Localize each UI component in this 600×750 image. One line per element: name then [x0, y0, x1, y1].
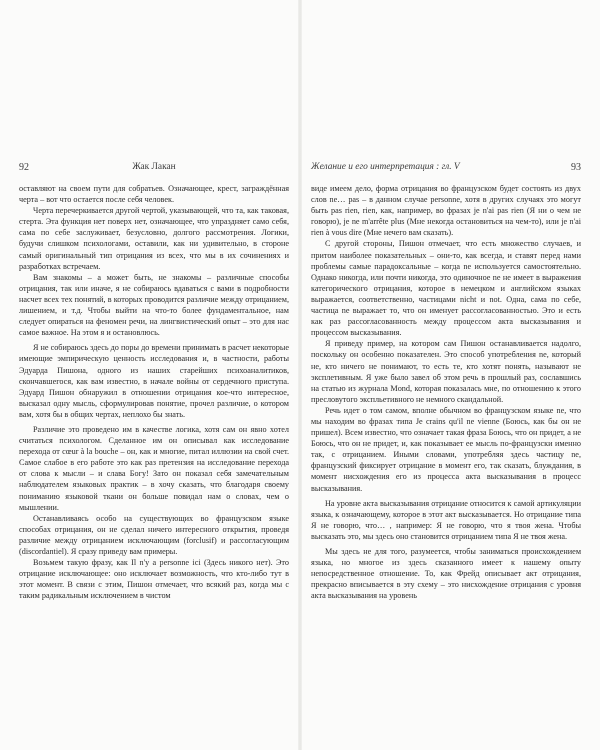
running-title: Жак Лакан	[132, 162, 176, 172]
paragraph: Я приведу пример, на котором сам Пишон останавливается надолго, поскольку он особенно показателен. Это способ употребления ne, который не, кто ничего не понимают, то есть те, кто хотят понять, называют не эксплетивным. Я уже было завел об этом речь в прошлый раз, сославшись на статью из журнала Mond, которая показалась мне, по отношению к этого пресловутого экспльетивного не немного скандальной.	[311, 339, 581, 404]
paragraph: оставляют на своем пути для собратьев. Означающее, крест, заграждённая черта – вот что остается после себя человек.	[19, 184, 289, 205]
running-title: Желание и его интерпретация : гл. V	[311, 162, 460, 172]
paragraph: Возьмем такую фразу, как Il n'y a personne ici (Здесь никого нет). Это отрицание исключающее: оно исключает возможность, что кто-либо тут в этот момент. В связи с этим, Пишон отмечает, что всякий раз, когда мы с таким радикальным исключением в чистом	[19, 558, 289, 601]
paragraph: Я не собираюсь здесь до поры до времени принимать в расчет некоторые имеющие эмпирическую ценность исследования и, в частности, работы Эдуарда Пишона, одного из наших старейших психоаналитиков, скончавшегося, как вам известно, в начале войны от сердечного приступа. Эдуард Пишон обнаружил в отношении отрицания кое-что интересное, высказал одну мысль, сформулировав понятие, прочел различие, о котором вам, хотя бы в общих чертах, неплохо бы знать.	[19, 343, 289, 419]
paragraph: С другой стороны, Пишон отмечает, что есть множество случаев, и притом наиболее показательных – они-то, как всегда, и ставят перед нами проблемы самые парадоксальные – когда ne используется самостоятельно. Однако никогда, или почти никогда, это одиночное ne не имеет в выражения категорического отрицания, которое в немецком и английском языках выражается, соответственно, частицами nicht и not. Одна, сама по себе, частица ne выражает то, что он именует рассогласованностью. Это и есть как раз рассогласованность между процессом акта высказывания и процессом высказывания.	[311, 239, 581, 338]
paragraph: Вам знакомы – а может быть, не знакомы – различные способы отрицания, так или иначе, я не собираюсь вдаваться с вами в подробности насчет всех тех понятий, в которых проводится различие между отрицанием, лишением, и т.д. Чтобы выйти на что-то более фундаментальное, нам следует опираться на феномен речи, на лингвистический опыт – это для нас самое важное. На этом я и остановлюсь.	[19, 272, 289, 338]
paragraph: виде имеем дело, форма отрицания во французском будет состоять из двух слов ne… pas – в данном случае personne, хотя в других случаях это могут быть pas rien, rien, как, например, во фразах je n'ai pas rien (Я ни о чем не говорю), je ne m'arrête plus (Мне некогда остановиться на чем-то), или je n'ai rien à vous dire (Мне нечего вам сказать).	[311, 184, 581, 238]
paragraph: Различие это проведено им в качестве логика, хотя сам он явно хотел считаться психологом. Сделанное им он описывал как исследование перехода от cœur à la bouche – он, как и многие, питал иллюзии на свой счет. Самое слабое в его работе это как раз претензия на исследование перехода от слова к мысли – и слава Богу! Зато он показал себя замечательным наблюдателем языковых практик – в хочу сказать, что благодаря своему пониманию языковой ткани он больше повидал нам о словах, чем о мышлении.	[19, 424, 289, 512]
book-gutter	[298, 0, 302, 750]
paragraph: Черта перечеркивается другой чертой, указывающей, что та, как таковая, стерта. Эта функция нет поверх нет, означающее, что упраздняет само себя, сама по себе заслуживает, безусловно, долгого рассмотрения. Логики, будучи слишком психологами, оставили, как ни удивительно, в стороне самый оригинальный тип отрицания из всех, что мы в их сочинениях и разработках встречаем.	[19, 206, 289, 271]
left-running-head	[19, 161, 289, 174]
right-running-head	[311, 161, 581, 174]
left-page	[19, 161, 289, 601]
right-page	[311, 161, 581, 601]
paragraph: Останавливаясь особо на существующих во французском языке способах отрицания, он не сделал ничего интересного открытия, проведя различие между отрицанием исключающим (forclusif) и рассогласующим (discordantiel). Я сразу приведу вам примеры.	[19, 513, 289, 556]
paragraph: На уровне акта высказывания отрицание относится к самой артикуляции языка, к означающему, которое в этот акт высказывается. Но отрицание типа Я не говорю, что… , например: Я не говорю, что я твоя жена. Чтобы высказать это, мы здесь оно становится отрицанием типа Я не твоя жена.	[311, 498, 581, 541]
page-number: 93	[571, 162, 581, 173]
paragraph: Мы здесь не для того, разумеется, чтобы заниматься происхождением языка, но многое из здесь сказанного имеет к нашему опыту непосредственное отношение. То, как Фрейд описывает акт отрицания, прекрасно вписывается в эту схему – это нисхождение отрицания с уровня акта высказывания на уровень	[311, 547, 581, 601]
page-number: 92	[19, 162, 29, 173]
right-page-body	[311, 183, 581, 601]
left-page-body	[19, 183, 289, 601]
paragraph: Речь идет о том самом, вполне обычном во французском языке ne, что мы находим во фразах типа Je crains qu'il ne vienne (Боюсь, как бы он не пришел). Всем известно, что означает такая фраза Боюсь, что он придет, а не Боюсь, что он не придет, и, как показывает ее мысль по-французски именно так, с отрицанием. Иными словами, употребляя здесь частицу ne, французский фиксирует отрицание в момент его, так сказать, блуждания, в момент нисхождения его из процесса акта высказывания в процесс высказывания.	[311, 405, 581, 493]
